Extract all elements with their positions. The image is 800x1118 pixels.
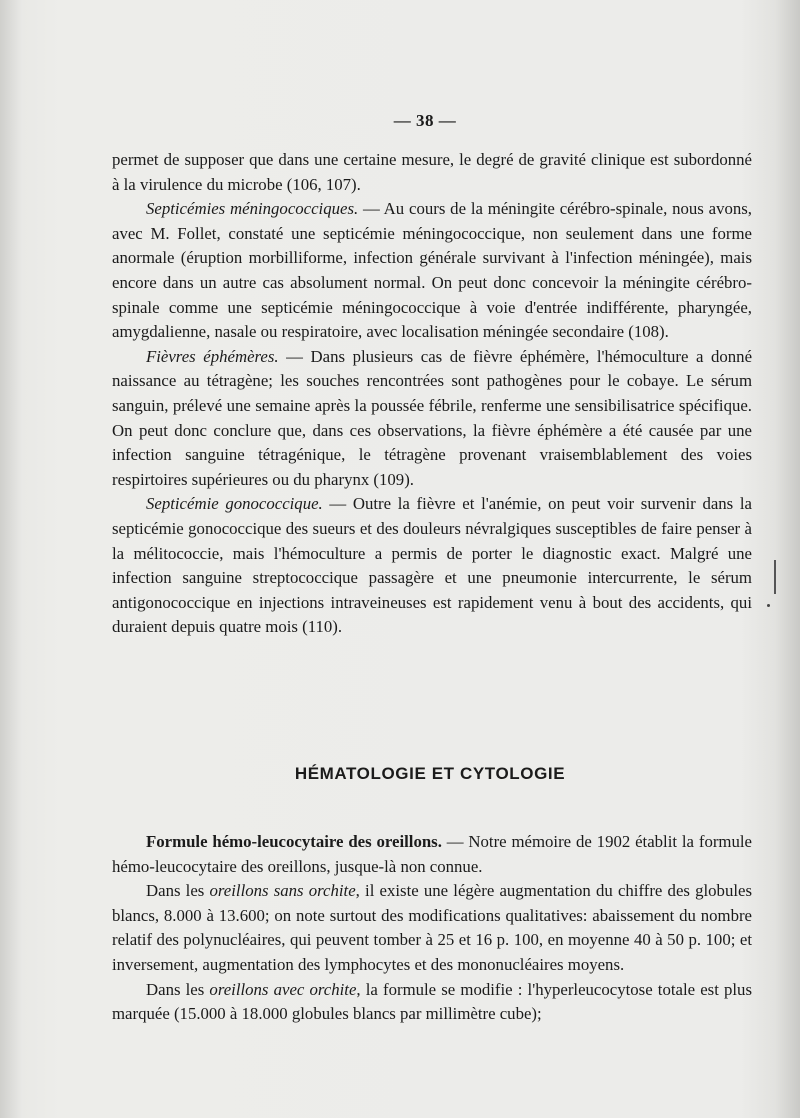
paragraph-formule-oreillons	[112, 830, 752, 879]
paragraph-text: , la formule se modifie : l'hyperleucocytose totale est plus marquée (15.000 à 18.000 globules blancs par millimètre cube);	[112, 979, 752, 1024]
paragraph-text: — Notre mémoire de 1902 établit la formule hémo-leucocytaire des oreillons, jusque-là non connue.	[112, 832, 752, 876]
paragraph-oreillons-avec-orchite	[112, 978, 752, 1027]
margin-mark	[774, 560, 776, 594]
paragraph-text: — Dans plusieurs cas de fièvre éphémère, l'hémoculture a donné naissance au tétragène; les souches rencontrées sont pathogènes pour le cobaye. Le sérum sanguin, prélevé une semaine après la poussée fébrile, renferme une sensibilisatrice spécifique. On peut donc conclure que, dans ces observations, la fièvre éphémère a été causée par une infection sanguine tétragénique, le tétragène provenant vraisemblablement des voies respirtoires supérieures ou du pharynx (109).	[112, 346, 753, 489]
paragraph-text-lead: Dans les	[146, 979, 210, 999]
run-in-heading: Formule hémo-leucocytaire des oreillons.	[146, 832, 442, 851]
run-in-heading: Fièvres éphémères.	[146, 346, 279, 366]
text-block-hematologie	[112, 830, 752, 1027]
paragraph-fievres-ephemeres	[112, 345, 752, 493]
paragraph-septicemies-meningococciques	[112, 197, 752, 345]
run-in-heading: Septicémies méningococciques.	[146, 199, 359, 219]
paragraph-oreillons-sans-orchite	[112, 879, 752, 977]
italic-term: oreillons sans orchite	[209, 881, 356, 901]
page-number: — 38 —	[393, 111, 457, 130]
paragraph-text: , il existe une légère augmentation du chiffre des globules blancs, 8.000 à 13.600; on note surtout des modifications qualitatives: abaissement du nombre relatif des polynucléaires, qui peuvent tomber à 25 et 16 p. 100, en moyenne 40 à 50 p. 100; et inversement, augmentation des lymphocytes et des mononucléaires moyens.	[112, 881, 752, 974]
paragraph-septicemie-gonococcique	[112, 492, 752, 640]
margin-dot	[767, 604, 770, 607]
italic-term: oreillons avec orchite	[209, 979, 357, 999]
paragraph-text: — Outre la fièvre et l'anémie, on peut voir survenir dans la septicémie gonococcique des sueurs et des douleurs névralgiques susceptibles de faire penser à la mélitococcie, mais l'hémoculture a permis de porter le diagnostic exact. Malgré une infection sanguine streptococcique passagère et une pneumonie intercurrente, le sérum antigonococcique en injections intraveineuses est rapidement venu à bout des accidents, qui duraient depuis quatre mois (110).	[112, 494, 752, 637]
paragraph-text: — Au cours de la méningite cérébro-spinale, nous avons, avec M. Follet, constaté une septicémie méningococcique, non seulement dans une forme anormale (éruption morbilliforme, infection générale survivant à l'infection méningée), mais encore dans un autre cas absolument normal. On peut donc concevoir la méningite cérébro-spinale comme une septicémie méningococcique à voie d'entrée indifférente, pharyngée, amygdalienne, nasale ou respiratoire, avec localisation méningée secondaire (108).	[112, 199, 752, 342]
paragraph-text-lead: Dans les	[146, 881, 210, 901]
run-in-heading: Septicémie gonococcique.	[146, 494, 323, 514]
paragraph-text: permet de supposer que dans une certaine mesure, le degré de gravité clinique est subordonné à la virulence du microbe (106, 107).	[112, 150, 752, 194]
paragraph-continuation	[112, 148, 752, 197]
section-heading: HÉMATOLOGIE ET CYTOLOGIE	[294, 764, 566, 783]
text-block-septicemies	[112, 148, 752, 640]
